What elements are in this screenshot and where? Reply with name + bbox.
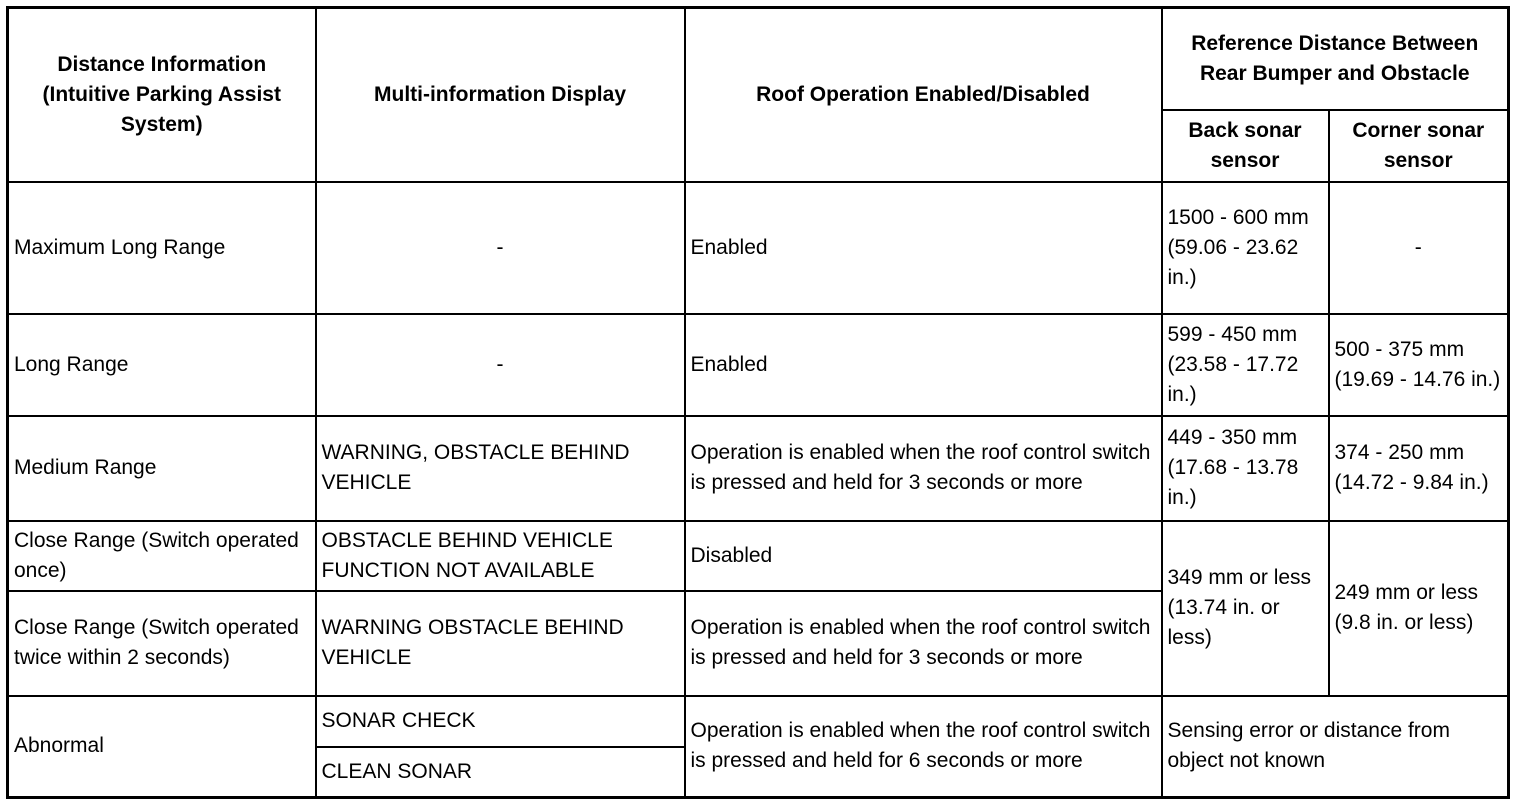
row-abnormal-display-1: SONAR CHECK [316,696,685,747]
row-long-roof: Enabled [685,314,1162,416]
table-row [8,696,1509,747]
header-corner-sonar: Corner sonar sensor [1329,110,1509,182]
table-row [8,314,1509,416]
row-close-twice-display: WARNING OBSTACLE BEHIND VEHICLE [316,591,685,696]
row-close-twice-distance: Close Range (Switch operated twice within 2 seconds) [8,591,316,696]
table-row [8,521,1509,591]
row-long-corner: 500 - 375 mm (19.69 - 14.76 in.) [1329,314,1509,416]
row-medium-display: WARNING, OBSTACLE BEHIND VEHICLE [316,416,685,521]
header-multi-display: Multi-information Display [316,8,685,182]
row-long-back: 599 - 450 mm (23.58 - 17.72 in.) [1162,314,1329,416]
header-back-sonar: Back sonar sensor [1162,110,1329,182]
row-close-once-display: OBSTACLE BEHIND VEHICLE FUNCTION NOT AVAILABLE [316,521,685,591]
row-close-once-roof: Disabled [685,521,1162,591]
row-max-long-display: - [316,182,685,314]
row-medium-corner: 374 - 250 mm (14.72 - 9.84 in.) [1329,416,1509,521]
row-max-long-corner: - [1329,182,1509,314]
header-roof-operation: Roof Operation Enabled/Disabled [685,8,1162,182]
row-max-long-back: 1500 - 600 mm (59.06 - 23.62 in.) [1162,182,1329,314]
row-long-distance: Long Range [8,314,316,416]
distance-info-table [6,6,1510,799]
row-close-twice-roof: Operation is enabled when the roof control switch is pressed and held for 3 seconds or more [685,591,1162,696]
table-row [8,182,1509,314]
row-long-display: - [316,314,685,416]
row-close-once-distance: Close Range (Switch operated once) [8,521,316,591]
row-abnormal-display-2: CLEAN SONAR [316,747,685,798]
row-medium-distance: Medium Range [8,416,316,521]
row-abnormal-roof: Operation is enabled when the roof control switch is pressed and held for 6 seconds or more [685,696,1162,798]
header-distance-info: Distance Information (Intuitive Parking Assist System) [8,8,316,182]
row-close-back: 349 mm or less (13.74 in. or less) [1162,521,1329,696]
row-close-corner: 249 mm or less (9.8 in. or less) [1329,521,1509,696]
row-abnormal-reference: Sensing error or distance from object not known [1162,696,1509,798]
row-medium-roof: Operation is enabled when the roof control switch is pressed and held for 3 seconds or more [685,416,1162,521]
row-max-long-roof: Enabled [685,182,1162,314]
row-medium-back: 449 - 350 mm (17.68 - 13.78 in.) [1162,416,1329,521]
row-abnormal-distance: Abnormal [8,696,316,798]
table-row [8,416,1509,521]
row-max-long-distance: Maximum Long Range [8,182,316,314]
header-reference-distance: Reference Distance Between Rear Bumper and Obstacle [1162,8,1509,110]
